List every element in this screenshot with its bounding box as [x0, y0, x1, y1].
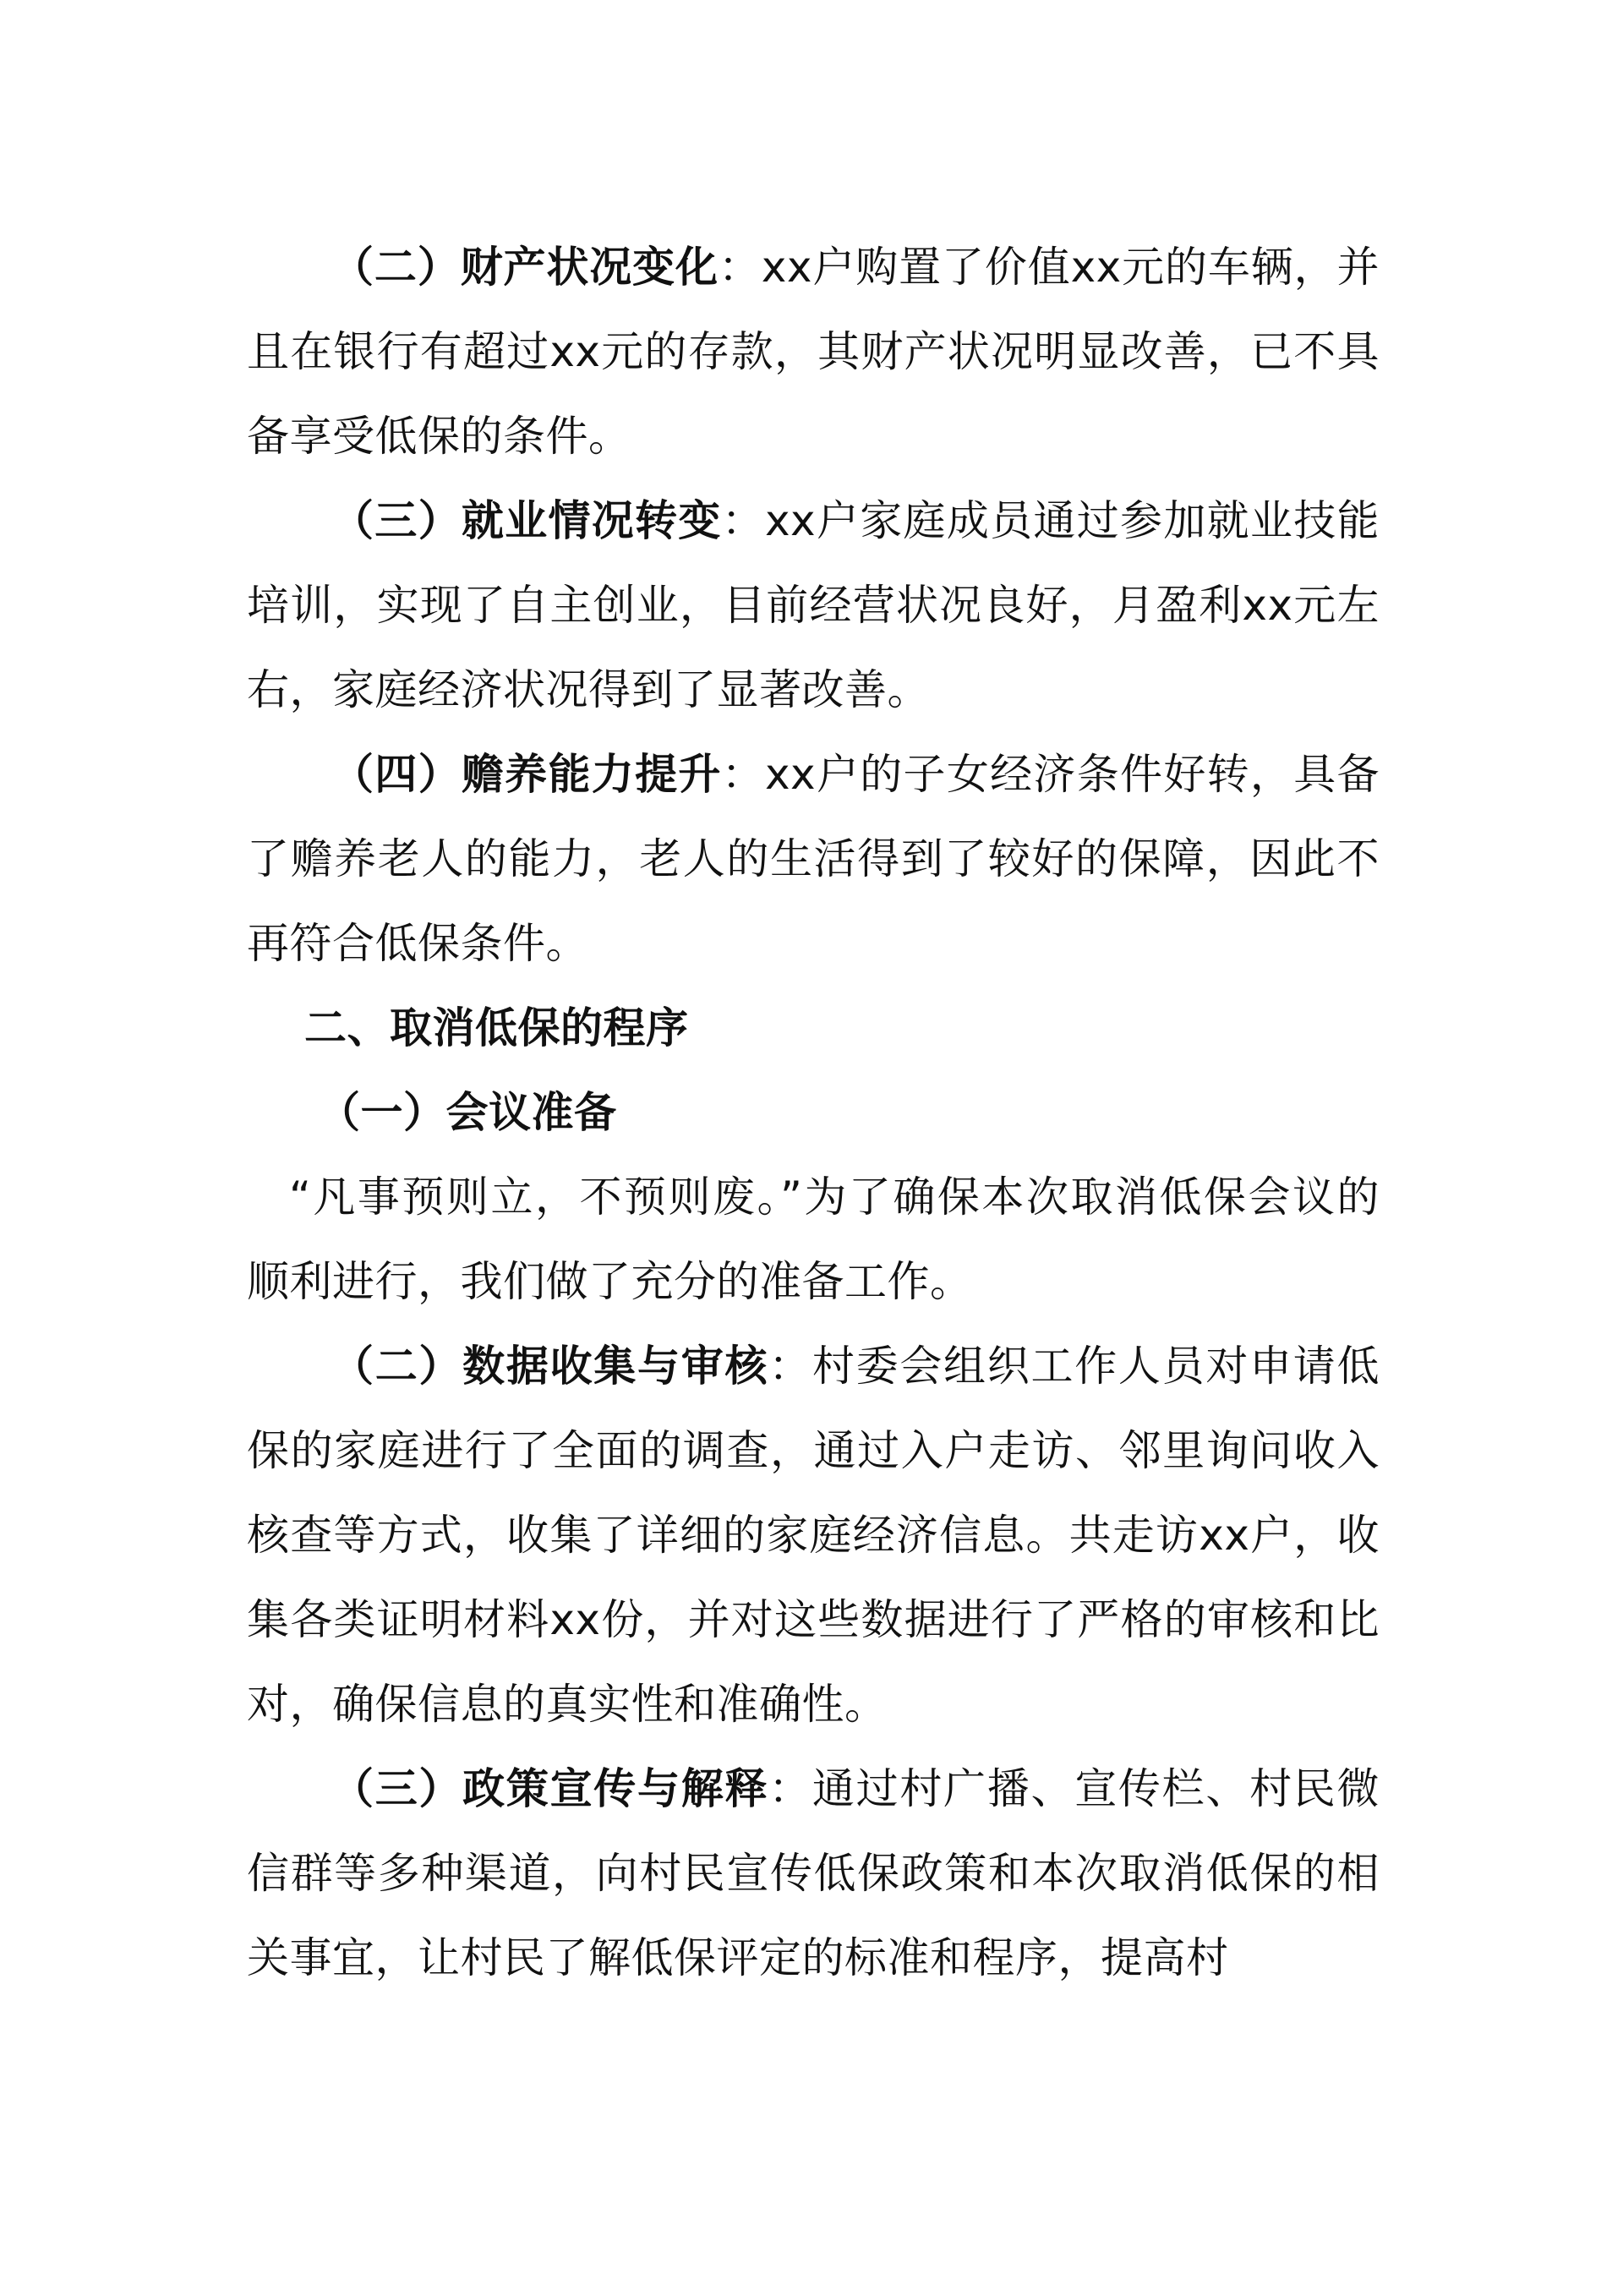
section-heading: 二、取消低保的程序: [304, 1003, 689, 1052]
paragraph-policy-publicity: [247, 1747, 1380, 2000]
paragraph-lead: （三）政策宣传与解释: [331, 1764, 769, 1813]
paragraph-text: ：xx户的子女经济条件好转，具备了赡养老人的能力，老人的生活得到了较好的保障，因此不再符合低保条件。: [247, 750, 1380, 968]
paragraph-text: ：村委会组织工作人员对申请低保的家庭进行了全面的调查，通过入户走访、邻里询问收入核查等方式，收集了详细的家庭经济信息。共走访xx户，收集各类证明材料xx份，并对这些数据进行了严格的审核和比对，确保信息的真实性和准确性。: [247, 1342, 1380, 1729]
paragraph-support-ability: [247, 732, 1380, 986]
paragraph-text: ：通过村广播、宣传栏、村民微信群等多种渠道，向村民宣传低保政策和本次取消低保的相关事宜，让村民了解低保评定的标准和程序，提高村: [247, 1764, 1380, 1982]
document-body: [247, 225, 1380, 2000]
paragraph-lead: （三）就业情况转变: [331, 496, 722, 545]
paragraph-data-collection: [247, 1324, 1380, 1747]
paragraph-text: ：xx户购置了价值xx元的车辆，并且在银行有超过xx元的存款，其财产状况明显改善，已不具备享受低保的条件。: [247, 243, 1380, 461]
paragraph-property-change: [247, 225, 1380, 478]
paragraph-employment-change: [247, 478, 1380, 732]
paragraph-lead: （二）财产状况变化: [331, 243, 719, 292]
paragraph-text: “凡事预则立，不预则废。”为了确保本次取消低保会议的顺利进行，我们做了充分的准备工作。: [247, 1173, 1380, 1306]
subsection-heading: （一）会议准备: [318, 1088, 617, 1137]
paragraph-meeting-prep: [247, 1155, 1380, 1324]
paragraph-lead: （二）数据收集与审核: [331, 1342, 769, 1391]
paragraph-lead: （四）赡养能力提升: [331, 750, 722, 799]
paragraph-text: ：xx户家庭成员通过参加就业技能培训，实现了自主创业，目前经营状况良好，月盈利xx元左右，家庭经济状况得到了显著改善。: [247, 496, 1380, 714]
